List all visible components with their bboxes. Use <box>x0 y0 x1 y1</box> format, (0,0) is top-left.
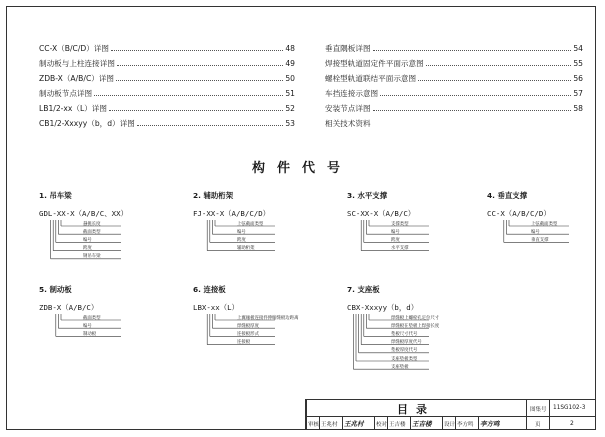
legend-item: 焊缝板在垫板上焊接长度 <box>391 323 440 329</box>
toc-leader-dots <box>94 95 283 96</box>
toc-entry-page: 53 <box>285 119 295 128</box>
legend-item: 上翼缘板连接件伸缩缝板边距离 <box>237 315 299 321</box>
legend-item: 悬挑长度 <box>83 221 101 227</box>
legend-item: 截面类型 <box>83 315 101 321</box>
toc-entry[interactable] <box>325 103 583 118</box>
toc-entry-page: 55 <box>573 59 583 68</box>
code-block-title: 1. 吊车梁 <box>39 191 72 200</box>
code-block-title: 6. 连接板 <box>193 285 226 294</box>
toc-entry[interactable] <box>325 43 583 58</box>
component-code: SC-XX-X（A/B/C） <box>347 209 416 218</box>
code-block <box>39 284 159 343</box>
legend-item: 钢吊车梁 <box>83 254 101 260</box>
review-label: 审核 <box>308 422 320 428</box>
toc-entry-page: 50 <box>285 74 295 83</box>
legend-item: 编号 <box>391 229 400 235</box>
toc-entry[interactable] <box>325 118 583 133</box>
toc-leader-dots <box>426 65 572 66</box>
toc-entry-title: LB1/2-xx（L）详图 <box>39 104 107 113</box>
toc-entry[interactable] <box>39 103 295 118</box>
toc-leader-dots <box>380 95 571 96</box>
toc-entry-title: CC-X（B/C/D）详图 <box>39 44 110 53</box>
toc-entry[interactable] <box>39 118 295 133</box>
toc-entry-page: 49 <box>285 59 295 68</box>
toc-entry-title: 制动板节点详图 <box>39 89 93 98</box>
legend-item: 焊缝板厚度 <box>237 323 259 329</box>
drawing-sheet <box>6 6 596 430</box>
legend-item: 跨度 <box>83 246 92 252</box>
toc-entry-title: 相关技术资料 <box>325 119 371 128</box>
toc-entry-title: 螺栓型轨道联结平面示意图 <box>325 74 417 83</box>
legend-item: 编号 <box>237 229 246 235</box>
legend-item: 垂直支撑 <box>531 238 549 243</box>
toc-leader-dots <box>116 80 283 81</box>
designer-name: 李方鸣 <box>457 422 474 428</box>
code-block-title: 2. 辅助桁架 <box>193 191 234 200</box>
legend-item: 编号 <box>531 229 540 235</box>
designer-signature: 李方鸣 <box>480 420 500 428</box>
legend-item: 跨度 <box>391 238 400 243</box>
toc-leader-dots <box>137 125 283 126</box>
toc-entry-page: 57 <box>573 89 583 98</box>
toc-entry-page: 56 <box>573 74 583 83</box>
toc-entry-page: 54 <box>573 44 583 53</box>
toc-entry[interactable] <box>39 58 295 73</box>
legend-item: 支座垫板类型 <box>391 356 418 362</box>
component-code: LBX-xx（L） <box>193 303 239 312</box>
toc-entry-title: 车挡连接示意图 <box>325 89 379 98</box>
code-block-title: 7. 支座板 <box>347 285 380 294</box>
legend-item: 制动板 <box>83 332 97 337</box>
toc-entry[interactable] <box>325 58 583 73</box>
page-label: 页 <box>535 422 541 428</box>
page-number: 2 <box>570 420 574 427</box>
toc-entry-title: CB1/2-Xxxyy（b，d）详图 <box>39 119 135 128</box>
code-block-title: 5. 制动板 <box>39 285 72 294</box>
legend-item: 上弦截面类型 <box>237 221 264 227</box>
title-block-doc-title: 目录 <box>397 403 435 416</box>
component-code: CC-X（A/B/C/D） <box>487 209 551 218</box>
legend-item: 连接板形式 <box>237 332 259 337</box>
toc-entry-title: 制动板与上柱连接详图 <box>39 59 115 68</box>
legend-item: 支撑类型 <box>391 221 409 227</box>
legend-item: 垫板尺寸代号 <box>391 332 418 337</box>
code-block <box>347 284 467 375</box>
design-label: 设计 <box>444 422 456 428</box>
legend-item: 跨度 <box>237 238 246 243</box>
component-code: GDL-XX-X（A/B/C、XX） <box>39 209 128 218</box>
code-block <box>193 190 313 257</box>
toc-entry[interactable] <box>39 43 295 58</box>
toc-entry-page: 51 <box>285 89 295 98</box>
toc-entry[interactable] <box>39 88 295 103</box>
checker-name: 王吉楼 <box>389 422 406 428</box>
toc-entry-page: 52 <box>285 104 295 113</box>
code-block <box>39 190 159 265</box>
toc-entry[interactable] <box>39 73 295 88</box>
legend-item: 编号 <box>83 323 92 329</box>
toc-leader-dots <box>418 80 571 81</box>
toc-right-column <box>325 43 583 133</box>
legend-item: 焊缝板上螺栓孔定位尺寸 <box>391 315 440 321</box>
legend-item: 辅助桁架 <box>237 246 255 252</box>
legend-item: 截面类型 <box>83 229 101 235</box>
toc-entry[interactable] <box>325 88 583 103</box>
legend-item: 支座垫板 <box>391 364 409 370</box>
reviewer-signature: 王兆村 <box>344 420 364 428</box>
legend-item: 垫板厚度代号 <box>391 348 418 354</box>
legend-item: 水平支撑 <box>391 246 409 252</box>
title-block <box>305 399 595 429</box>
toc-leader-dots <box>111 50 283 51</box>
toc-entry[interactable] <box>325 73 583 88</box>
toc-leader-dots <box>373 50 572 51</box>
toc-leader-dots <box>109 110 283 111</box>
toc-entry-title: 安装节点详图 <box>325 104 371 113</box>
section-title: 构件代号 <box>251 161 352 176</box>
component-code: ZDB-X（A/B/C） <box>39 303 99 312</box>
toc-leader-dots <box>373 110 572 111</box>
toc-entry-page: 58 <box>573 104 583 113</box>
legend-item: 连接板 <box>237 340 251 346</box>
legend-item: 编号 <box>83 238 92 243</box>
component-code: CBX-Xxxyy（b，d） <box>347 303 419 312</box>
toc-left-column <box>39 43 295 133</box>
code-block <box>487 190 605 249</box>
checker-signature: 王吉楼 <box>412 420 432 428</box>
legend-item: 上弦截面类型 <box>531 221 558 227</box>
toc-entry-title: 焊接型轨道固定件平面示意图 <box>325 59 424 68</box>
atlas-number-label: 图集号 <box>530 407 547 413</box>
check-label: 校对 <box>376 422 388 428</box>
toc-leader-dots <box>117 65 283 66</box>
toc-entry-page: 48 <box>285 44 295 53</box>
component-code: FJ-XX-X（A/B/C/D） <box>193 209 271 218</box>
code-block-title: 4. 垂直支撑 <box>487 191 528 200</box>
legend-item: 焊缝板厚度代号 <box>391 340 422 346</box>
toc-entry-title: 垂直隅板详图 <box>325 44 371 53</box>
code-block-title: 3. 水平支撑 <box>347 191 388 200</box>
toc-entry-title: ZDB-X（A/B/C）详图 <box>39 74 115 83</box>
code-block <box>347 190 467 257</box>
atlas-number: 11SG102-3 <box>553 405 586 411</box>
reviewer-name: 王兆村 <box>321 422 338 428</box>
code-block <box>193 284 313 351</box>
